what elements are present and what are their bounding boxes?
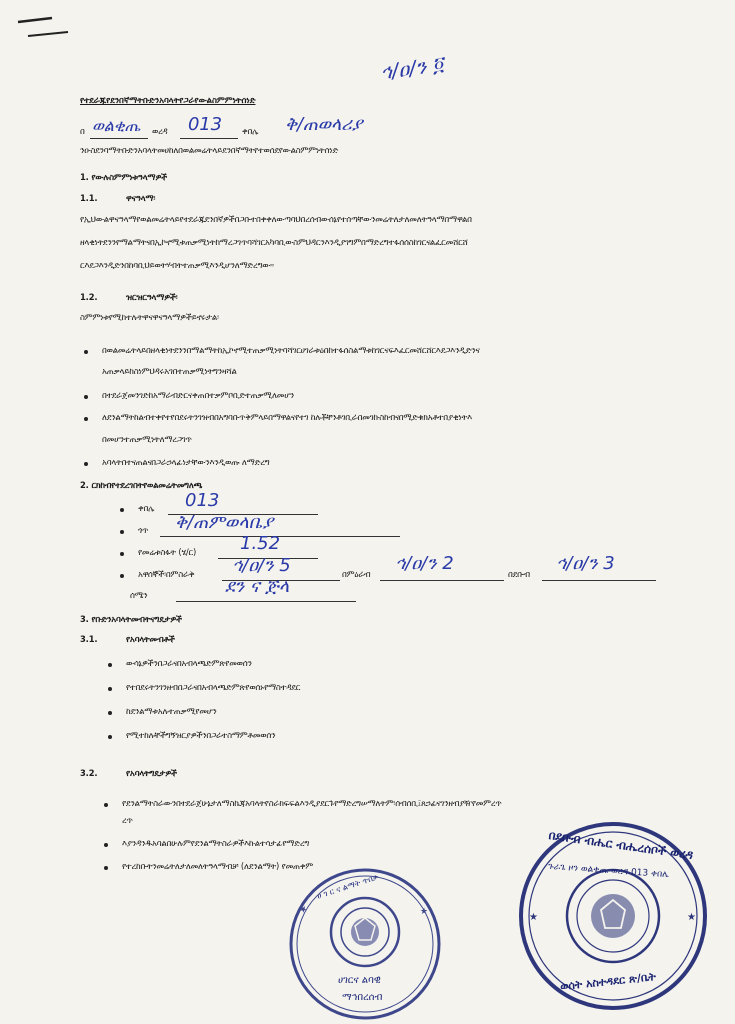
field-north-value: ደን ና ጅላ [225,576,290,597]
handwritten-woreda: ወልቂጤ [92,116,141,135]
section1-1-number: 1.1. [80,193,98,203]
field-north-label: ሰሜን [130,590,148,600]
location-kebele-label: ቀበሌ [242,126,259,136]
section1-1-title: ዋናዓላማ፡ [126,193,156,203]
list-item-continuation: ረጥ [122,815,133,825]
field-west-label: በምዕራብ [342,569,371,579]
section1-2-number: 1.2. [80,292,98,302]
location-prefix: በ [80,126,85,136]
field-west-line [380,580,504,581]
list-item: በተደራጀመንገድከአማራብድርናቀጠበተቃምቦቢድተጠቃሚለመሆን [102,390,295,400]
section1-2-title: ዝርዝርዓላማዎች፡ [126,292,178,302]
right-stamp-bottom-text: ወሰት አስተዳደር ጽ/ቤት [559,970,657,993]
field-north-line [176,601,356,602]
section1-heading: 1. የውሉስምምነቱዓላማዎች [80,172,167,182]
list-item: ውሳኔዎችንበጋራናበአብላጫድምጽየመወሰን [126,658,252,668]
field-east-label: አዋሰኞች፡በምስራቅ [138,569,195,579]
corner-scribble [14,10,74,40]
list-item-continuation: በመሆንተጠቃሚነትለማረጋገጥ [102,434,192,444]
field-west-value: ኅ/ዐ/ን 2 [395,553,454,574]
list-item: በወልመሬትላይበዘላቂነትደንንበማልማትከኢኮኖሚተጠቃሚነትባሻገርሀገራቱዕበከተፋሰስልማቱከገርናፍእፈርመሸርሸርእደጋእንዲድንና [102,345,480,355]
list-item: የደንልማትስራውንበተደራጀሁኔታለማስኬጃአባላትየስራክፍፍልእንዲያደርጉየማድረግሠማለትም፡ሰብሰቢ፤ጸኃፊናገንዘብያዥየመምረጥ [122,798,502,808]
list-item: የተረከቡትንመሬትለታለመለትዓላማብቻ (ለደንልማት) የመጠቀም [122,861,313,871]
list-item: የተበደሩትንገንዘብበጋራናበአብላጫድምጽየወሰኑየማስተዳደር [126,682,301,692]
right-stamp-ring-text: በደቡብ ብሔር ብሔረሰቦች ወረዳ [547,827,695,863]
field-got-label: ጎጥ [138,525,149,535]
left-stamp-bottom-text-2: ማኅበረሰብ [342,992,383,1003]
field-kebele-value: 013 [185,490,220,511]
field-east-value: ኅ/ዐ/ን 5 [232,555,291,576]
intro-line: ንዑስደንባማትቡድንአባላትመሀከለበወልመሬትላይደንበኛማትየተወሰደየውልስምምነትሰነድ [80,145,339,155]
list-item: ከደንልማቱአሉተጠቃሚየመሆን [126,706,217,716]
section3-1-number: 3.1. [80,634,98,644]
field-area-value: 1.52 [240,533,281,554]
list-item: እያንዳንዱአባልበሁሉምየደንልማትስራዎችእኩልተሳታፊየማድረግ [122,838,310,848]
right-stamp-inner-text: ጉራጌ ዞን ወልቂጤ ወረዳ 013 ቀበሌ [547,861,670,881]
field-south-label: በደቡብ [508,569,530,579]
list-item: አባላትበተናጠልናበጋራኃላፊነታቸውንእንዲወጡ ለማድረግ [102,457,270,467]
kebele-underline [180,138,238,139]
field-kebele-label: ቀበሌ [138,503,155,513]
field-got-value: ቅ/ጠምወላቤያ [175,512,274,533]
svg-text:★: ★ [529,912,538,923]
section3-2-title: የአባላትግዴታዎች [126,768,177,778]
list-item: ለደንልማትከልብተቀየተየበደሩትንገዝብበአግባቡጥቅምላይበማዋልናየተገ ከሉቾቸንቶገቢራበመገኩስከብናበሚድቁክአቶተበያቂነትእ [102,412,472,422]
section2-heading: 2. ርክከብየተደረገበትየወልመሬትመግለጫ [80,480,203,490]
location-woreda-label: ወረዳ [152,126,168,136]
svg-text:★: ★ [297,903,311,917]
left-stamp-ring-text: ሀ ገ ር ና ልማት ጥበቃ [316,872,380,901]
section3-heading: 3. የቡድንአባላትመብትናግዴታዎች [80,614,182,624]
section1-para-line3: ርእደጋእንዲድንበከባቢህይወትሃብትተጠቃሚእንዲሆንለማድረግው። [80,260,274,270]
location-line [80,114,500,142]
svg-text:★: ★ [687,912,696,923]
section3-1-title: የአባላትመብቶች [126,634,175,644]
handwritten-got: ቅ/ጠወላሪያ [285,114,363,135]
left-stamp-bottom-text: ሀገርና ልባዊ [338,975,381,986]
section1-para-line1: የኢህውልዋናዓላማየወልመሬትላይየተደራጁደንበኛዎችበጋቡተበቀቀለውጣባህበረሰብውሰኔየተሰጣቸውንመሬትለታለመለትዓላማበማዋልበ [80,214,472,224]
field-south-line [542,580,656,581]
section1-2-intro: ስምምነቱየሚከተሉትዋናዋናዓላማዎችይኖሩታል፡ [80,312,219,322]
list-item-continuation: አጠቃላይከስነምህዳሩአገበተጠቃሚነትግንዛሻል [102,366,237,376]
field-south-value: ኅ/ዐ/ን 3 [556,553,615,574]
document-title: የተደራጁየደንበኛማትቡድንአባላትየጋራየውልስምምነትሰነድ [80,96,256,106]
field-area-label: የመሬቱስፋት (ሄ/ር) [138,547,197,557]
section1-para-line2: ዘላቂነትደንንየማልማትናበኢኮኖሚቱጠቃሚነትከማረጋገጥባሻገርአካባቢውስምህዳርንእንዲያገግምበማድረግተፋሰሰስከገርናልፈርመሸርሸ [80,237,468,247]
handwritten-kebele-no: 013 [188,114,222,135]
svg-text:★: ★ [420,907,429,917]
woreda-underline [90,138,148,139]
list-item: የሚተከሉቸችግኝዝርያዎችንበጋራተስማምቶመወሰን [126,730,276,740]
handwritten-top-note: ኅ/ዐ/ን ፬ [378,51,445,85]
section3-2-number: 3.2. [80,768,98,778]
